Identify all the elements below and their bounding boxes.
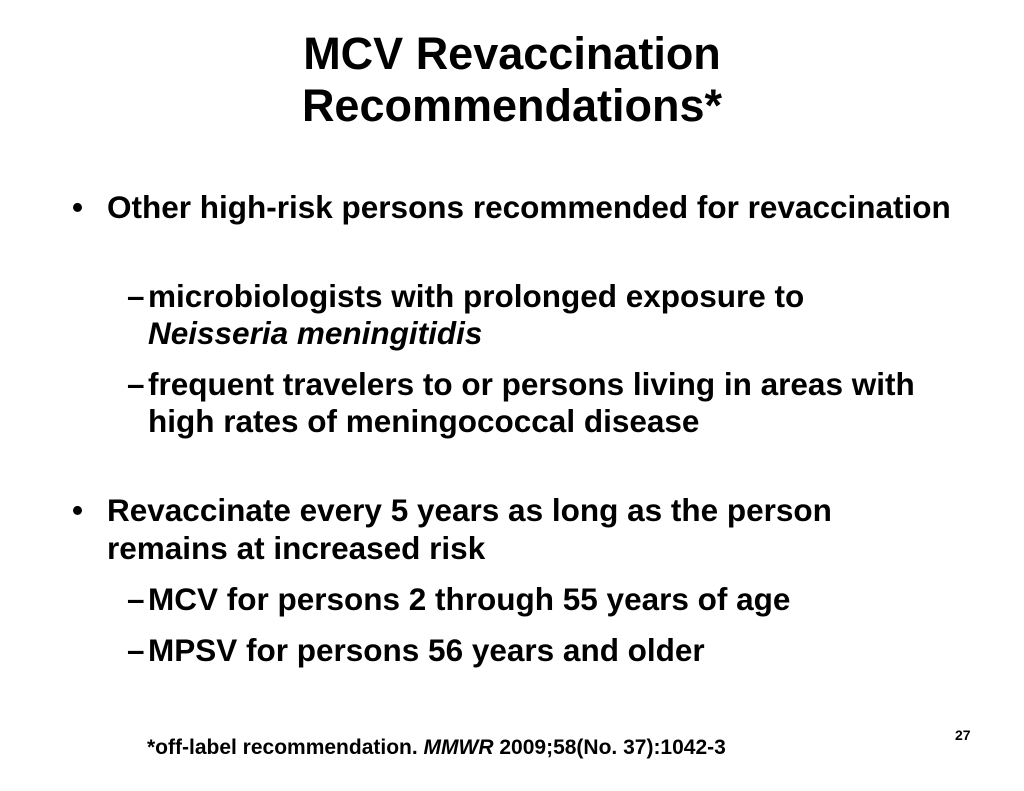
sub-bullet-item xyxy=(127,278,947,352)
sub-bullet-text: microbiologists with prolonged exposure to xyxy=(148,278,805,314)
bullet-text: Revaccinate every 5 years as long as the person remains at increased risk xyxy=(107,492,832,566)
sub-bullet-marker: – xyxy=(127,581,145,617)
bullet-item xyxy=(72,188,952,226)
sub-bullet-item xyxy=(127,366,947,440)
slide-title-line-2: Recommendations* xyxy=(301,80,723,131)
sub-bullet-text-block xyxy=(148,278,947,352)
sub-bullet-marker: – xyxy=(127,366,145,402)
sub-bullet-item xyxy=(127,632,947,669)
bullet-marker: • xyxy=(72,492,84,528)
footnote xyxy=(147,735,726,761)
sub-bullet-text: MCV for persons 2 through 55 years of age xyxy=(148,581,791,617)
footnote-citation: 2009;58(No. 37):1042-3 xyxy=(493,736,726,759)
footnote-prefix: *off-label recommendation. xyxy=(147,736,424,759)
sub-bullet-marker: – xyxy=(127,278,145,314)
slide-title xyxy=(0,28,1024,132)
footnote-journal: MMWR xyxy=(423,736,494,759)
page-number: 27 xyxy=(955,727,971,743)
slide-title-line-1: MCV Revaccination xyxy=(303,28,721,79)
sub-bullet-italic-text: Neisseria meningitidis xyxy=(148,315,483,351)
sub-bullet-item xyxy=(127,581,947,618)
sub-bullet-text: frequent travelers to or persons living in areas with high rates of meningococcal disease xyxy=(148,366,915,439)
bullet-marker: • xyxy=(72,189,84,225)
bullet-text: Other high-risk persons recommended for revaccination xyxy=(107,189,951,225)
sub-bullet-text: MPSV for persons 56 years and older xyxy=(148,632,705,668)
sub-bullet-marker: – xyxy=(127,632,145,668)
bullet-item xyxy=(72,491,952,567)
